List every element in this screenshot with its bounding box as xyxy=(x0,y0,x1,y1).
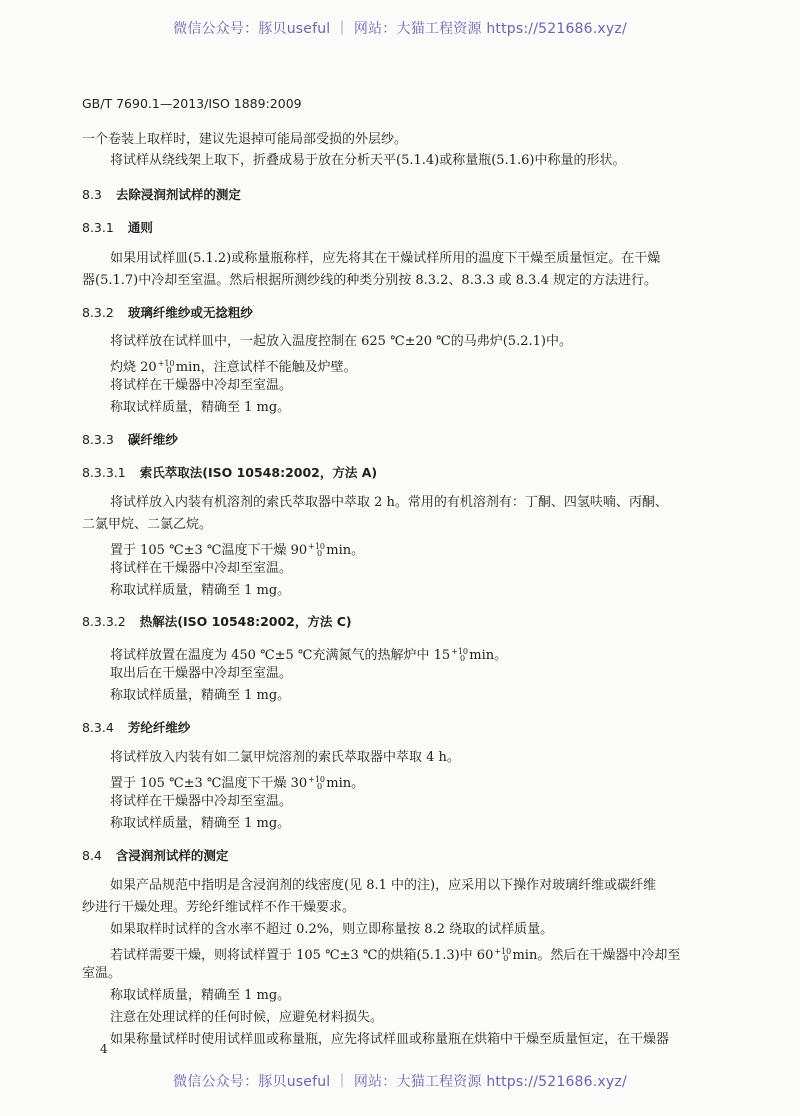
text-line: 称取试样质量，精确至 1 mg。 xyxy=(110,988,291,1003)
section-title: 玻璃纤维纱或无捻粗纱 xyxy=(127,305,253,320)
text-line xyxy=(110,643,507,667)
text-segment: 若试样需要干燥，则将试样置于 105 ℃±3 ℃的烘箱(5.1.3)中 60 xyxy=(110,948,494,963)
page-number: 4 xyxy=(100,1042,108,1056)
text-line: 一个卷装上取样时，建议先退掉可能局部受损的外层纱。 xyxy=(82,132,408,147)
tolerance xyxy=(450,643,469,667)
text-line: 室温。 xyxy=(82,966,122,981)
tolerance-upper: +10 xyxy=(157,359,175,368)
section-title: 通则 xyxy=(127,220,153,235)
section-number: 8.4 xyxy=(82,848,102,863)
text-line: 将试样放在试样皿中，一起放入温度控制在 625 ℃±20 ℃的马弗炉(5.2.1)中。 xyxy=(110,334,572,349)
text-line: 将试样放入内装有机溶剂的索氏萃取器中萃取 2 h。常用的有机溶剂有：丁酮、四氢呋喃、丙酮、 xyxy=(110,495,668,510)
text-line: 如果产品规范中指明是含浸润剂的线密度(见 8.1 中的注)，应采用以下操作对玻璃纤维或碳纤维 xyxy=(110,878,657,893)
section-title: 索氏萃取法(ISO 10548:2002，方法 A) xyxy=(139,465,378,480)
section-title: 碳纤维纱 xyxy=(127,432,178,447)
tolerance-upper: +10 xyxy=(308,775,326,784)
section-heading-8-3 xyxy=(82,186,241,203)
section-heading-8-4 xyxy=(82,847,228,864)
watermark-top: 微信公众号：豚贝useful ｜ 网站：大猫工程资源 https://521686.xyz/ xyxy=(173,21,627,37)
text-segment: 将试样放置在温度为 450 ℃±5 ℃充满氮气的热解炉中 15 xyxy=(110,648,451,663)
section-title: 含浸润剂试样的测定 xyxy=(115,848,229,863)
section-number: 8.3.3.1 xyxy=(82,465,126,480)
text-line: 将试样放入内装有如二氯甲烷溶剂的索氏萃取器中萃取 4 h。 xyxy=(110,750,460,765)
text-segment: 置于 105 ℃±3 ℃温度下干燥 90 xyxy=(110,543,308,558)
text-line: 将试样从绕线架上取下，折叠成易于放在分析天平(5.1.4)或称量瓶(5.1.6)中称量的形状。 xyxy=(110,153,626,168)
section-number: 8.3.3.2 xyxy=(82,614,126,629)
tolerance-upper: +10 xyxy=(494,947,512,956)
section-heading-8-3-1 xyxy=(82,219,153,236)
text-line: 将试样在干燥器中冷却至室温。 xyxy=(110,794,293,809)
text-line: 称取试样质量，精确至 1 mg。 xyxy=(110,816,291,831)
tolerance xyxy=(493,943,512,967)
section-title: 热解法(ISO 10548:2002，方法 C) xyxy=(139,614,352,629)
text-line: 注意在处理试样的任何时候，应避免材料损失。 xyxy=(110,1010,384,1025)
section-heading-8-3-2 xyxy=(82,304,253,321)
watermark-bottom: 微信公众号：豚贝useful ｜ 网站：大猫工程资源 https://521686.xyz/ xyxy=(173,1074,627,1090)
text-line: 如果取样时试样的含水率不超过 0.2%，则立即称量按 8.2 绕取的试样质量。 xyxy=(110,922,554,937)
text-line: 器(5.1.7)中冷却至室温。然后根据所测纱线的种类分别按 8.3.2、8.3.3 或 8.3.4 规定的方法进行。 xyxy=(82,273,657,288)
tolerance-upper: +10 xyxy=(451,647,469,656)
text-segment: min。 xyxy=(322,543,365,558)
text-line: 二氯甲烷、二氯乙烷。 xyxy=(82,517,213,532)
text-segment: min。 xyxy=(322,776,365,791)
tolerance-lower: 0 xyxy=(460,654,466,663)
text-line xyxy=(110,538,364,562)
section-heading-8-3-3-1 xyxy=(82,464,377,481)
text-line: 称取试样质量，精确至 1 mg。 xyxy=(110,583,291,598)
text-segment: min。然后在干燥器中冷却至 xyxy=(508,948,681,963)
section-number: 8.3 xyxy=(82,187,102,202)
text-segment: 置于 105 ℃±3 ℃温度下干燥 30 xyxy=(110,776,308,791)
text-line xyxy=(110,943,680,967)
text-line: 将试样在干燥器中冷却至室温。 xyxy=(110,561,293,576)
section-number: 8.3.3 xyxy=(82,432,114,447)
tolerance xyxy=(157,355,175,379)
section-title: 去除浸润剂试样的测定 xyxy=(115,187,241,202)
tolerance-lower: 0 xyxy=(317,782,323,791)
section-heading-8-3-4 xyxy=(82,719,190,736)
tolerance-lower: 0 xyxy=(166,366,172,375)
text-segment: min。 xyxy=(465,648,508,663)
standard-number: GB/T 7690.1—2013/ISO 1889:2009 xyxy=(82,96,302,111)
tolerance xyxy=(307,771,326,795)
section-heading-8-3-3 xyxy=(82,431,178,448)
text-line: 称取试样质量，精确至 1 mg。 xyxy=(110,688,291,703)
text-line: 取出后在干燥器中冷却至室温。 xyxy=(110,666,293,681)
text-line: 如果用试样皿(5.1.2)或称量瓶称样，应先将其在干燥试样所用的温度下干燥至质量恒定。在干燥 xyxy=(110,251,661,266)
text-segment: min，注意试样不能触及炉壁。 xyxy=(171,360,357,375)
text-line xyxy=(110,771,364,795)
text-line: 称取试样质量，精确至 1 mg。 xyxy=(110,400,291,415)
tolerance-upper: +10 xyxy=(308,542,326,551)
text-line: 如果称量试样时使用试样皿或称量瓶，应先将试样皿或称量瓶在烘箱中干燥至质量恒定，在干燥器 xyxy=(110,1032,670,1047)
section-number: 8.3.4 xyxy=(82,720,114,735)
tolerance xyxy=(307,538,326,562)
text-segment: 灼烧 20 xyxy=(110,360,157,375)
text-line: 将试样在干燥器中冷却至室温。 xyxy=(110,378,293,393)
section-title: 芳纶纤维纱 xyxy=(127,720,191,735)
section-number: 8.3.2 xyxy=(82,305,114,320)
text-line: 纱进行干燥处理。芳纶纤维试样不作干燥要求。 xyxy=(82,900,356,915)
section-heading-8-3-3-2 xyxy=(82,613,352,630)
tolerance-lower: 0 xyxy=(317,549,323,558)
section-number: 8.3.1 xyxy=(82,220,114,235)
tolerance-lower: 0 xyxy=(503,954,509,963)
text-line xyxy=(110,355,357,379)
